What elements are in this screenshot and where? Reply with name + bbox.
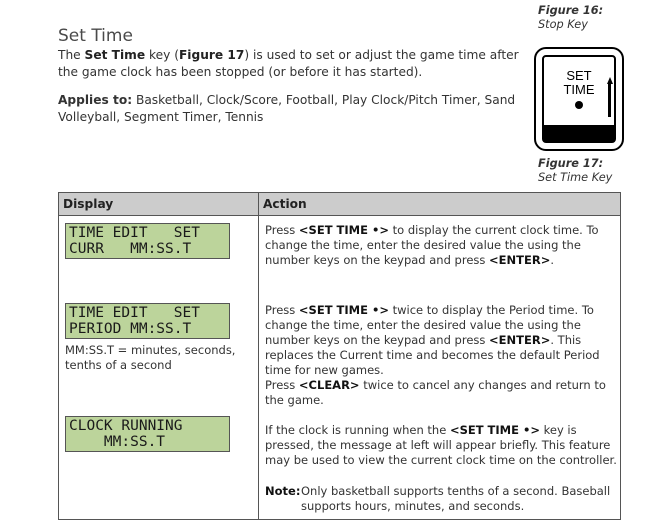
display-action-table: [58, 192, 621, 520]
lcd-period-time: TIME EDIT SET PERIOD MM:SS.T: [65, 303, 230, 339]
figure-17-label: Figure 17:: [538, 157, 604, 170]
lcd-format-note: MM:SS.T = minutes, seconds, tenths of a second: [65, 343, 236, 372]
header-display: Display: [59, 193, 259, 216]
action-clear: [265, 378, 623, 408]
action-1-key: <SET TIME •>: [298, 223, 389, 237]
action-period-time: [265, 303, 623, 378]
note-text: Only basketball supports tenths of a second. Baseball supports hours, minutes, and seconds.: [301, 484, 611, 513]
arrow-shaft: [608, 83, 611, 117]
figure-17-caption: [538, 157, 612, 185]
key-dot-icon: [575, 101, 583, 109]
figure-17-text: Set Time Key: [538, 171, 613, 184]
intro-paragraph: [58, 47, 528, 81]
action-3-key: <CLEAR>: [298, 378, 360, 392]
action-cell: [259, 216, 621, 520]
action-1-c: to display the current clock time. To change the time, enter the desired value the using the number keys on the keypad and press: [265, 223, 599, 267]
intro-text-2: key (: [145, 48, 179, 62]
action-current-time: [265, 223, 623, 268]
applies-label: Applies to:: [58, 93, 133, 107]
applies-to: [58, 92, 528, 126]
action-1-a: Press: [265, 223, 299, 237]
figure-16-label: Figure 16:: [538, 4, 604, 17]
figure-16-text: Stop Key: [538, 18, 588, 31]
header-action: Action: [259, 193, 621, 216]
key-face: [542, 55, 616, 143]
intro-figure-ref: Figure 17: [178, 48, 245, 62]
action-2-e: . This replaces the Current time and becomes the default Period time for new games.: [265, 333, 600, 377]
intro-text-3: ) is used to set or adjust the game time after the game clock has been stopped (or before it has started).: [58, 48, 519, 79]
action-2-enter: <ENTER>: [489, 333, 551, 347]
action-4-c: key is pressed, the message at left will appear briefly. This feature may be used to view the current clock time on the controller.: [265, 423, 617, 467]
key-bottom-bar: [544, 125, 614, 141]
lcd-clock-running: CLOCK RUNNING MM:SS.T: [65, 416, 230, 452]
table-header-row: [59, 193, 621, 216]
action-clock-running: [265, 423, 623, 468]
action-2-key: <SET TIME •>: [298, 303, 389, 317]
action-1-e: .: [550, 253, 555, 267]
key-label-set: SET: [566, 68, 592, 83]
table-row: [59, 216, 621, 520]
action-3-a: Press: [265, 378, 299, 392]
action-4-a: If the clock is running when the: [265, 423, 450, 437]
section-title: Set Time: [58, 26, 133, 46]
action-4-key: <SET TIME •>: [449, 423, 540, 437]
intro-text-1: The: [58, 48, 85, 62]
key-label-time: TIME: [563, 82, 595, 97]
intro-key-name: Set Time: [84, 48, 146, 62]
action-2-c: twice to display the Period time. To change the time, enter the desired value the using the number keys on the keypad and press: [265, 303, 594, 347]
note-label: Note:: [265, 484, 301, 498]
lcd-current-time: TIME EDIT SET CURR MM:SS.T: [65, 223, 230, 259]
action-3-c: twice to cancel any changes and return to the game.: [265, 378, 606, 407]
display-cell: [59, 216, 259, 520]
action-2-a: Press: [265, 303, 299, 317]
figure-16-caption: [538, 4, 603, 32]
set-time-key-illustration: [534, 47, 624, 151]
applies-text: Basketball, Clock/Score, Football, Play Clock/Pitch Timer, Sand Volleyball, Segment Timer, Tennis: [58, 93, 516, 124]
action-1-enter: <ENTER>: [489, 253, 551, 267]
